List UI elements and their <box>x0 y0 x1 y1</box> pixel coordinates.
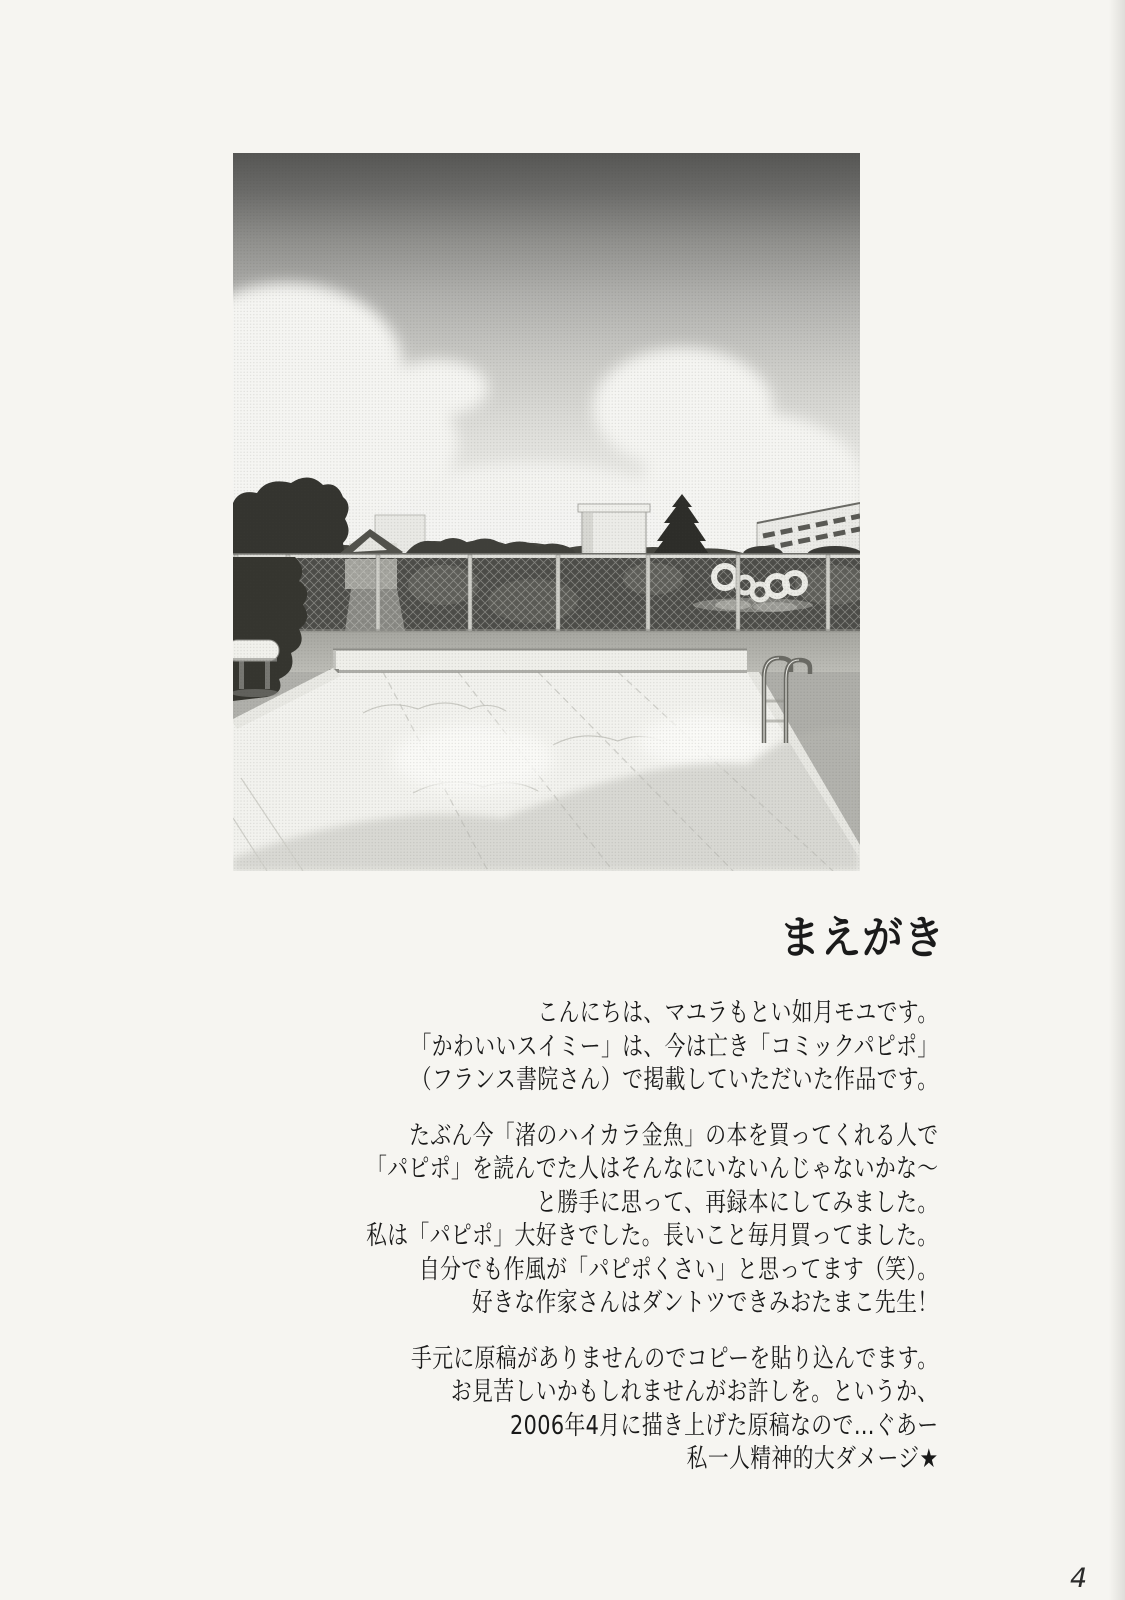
page-number: 4 <box>1070 1563 1088 1594</box>
page-title: まえがき <box>779 911 945 964</box>
text-line: こんにちは、マユラもとい如月モユです。 <box>537 998 939 1028</box>
text-line: お見苦しいかもしれませんがお許しを。というか、 <box>451 1377 939 1407</box>
text-line: 手元に原稿がありませんのでコピーを貼り込んでます。 <box>411 1343 940 1374</box>
paragraph-3 <box>367 1343 939 1477</box>
text-line: 「かわいいスイミー」は、今は亡き「コミックパピポ」 <box>411 1031 939 1062</box>
text-line: 2006年4月に描き上げた原稿なので…ぐあー <box>510 1410 939 1441</box>
text-line: 自分でも作風が「パピポくさい」と思ってます（笑）。 <box>419 1254 939 1285</box>
scan-edge-shadow <box>1109 0 1125 1600</box>
paragraph-2 <box>367 1120 939 1321</box>
text-line: 私一人精神的大ダメージ★ <box>687 1444 939 1474</box>
pool-illustration <box>233 153 860 871</box>
foreword-text <box>367 997 939 1499</box>
paragraph-1 <box>367 997 939 1098</box>
text-line: と勝手に思って、再録本にしてみました。 <box>536 1187 939 1218</box>
text-line: 私は「パピポ」大好きでした。長いこと毎月買ってました。 <box>366 1221 939 1251</box>
text-line: （フランス書院さん）で掲載していただいた作品です。 <box>411 1065 939 1095</box>
text-line: 好きな作家さんはダントツできみおたまこ先生！ <box>472 1288 939 1318</box>
halftone-overlay <box>233 153 860 871</box>
text-line: 「パピポ」を読んでた人はそんなにいないんじゃないかな～ <box>366 1154 939 1184</box>
text-line: たぶん今「渚のハイカラ金魚」の本を買ってくれる人で <box>409 1120 940 1151</box>
